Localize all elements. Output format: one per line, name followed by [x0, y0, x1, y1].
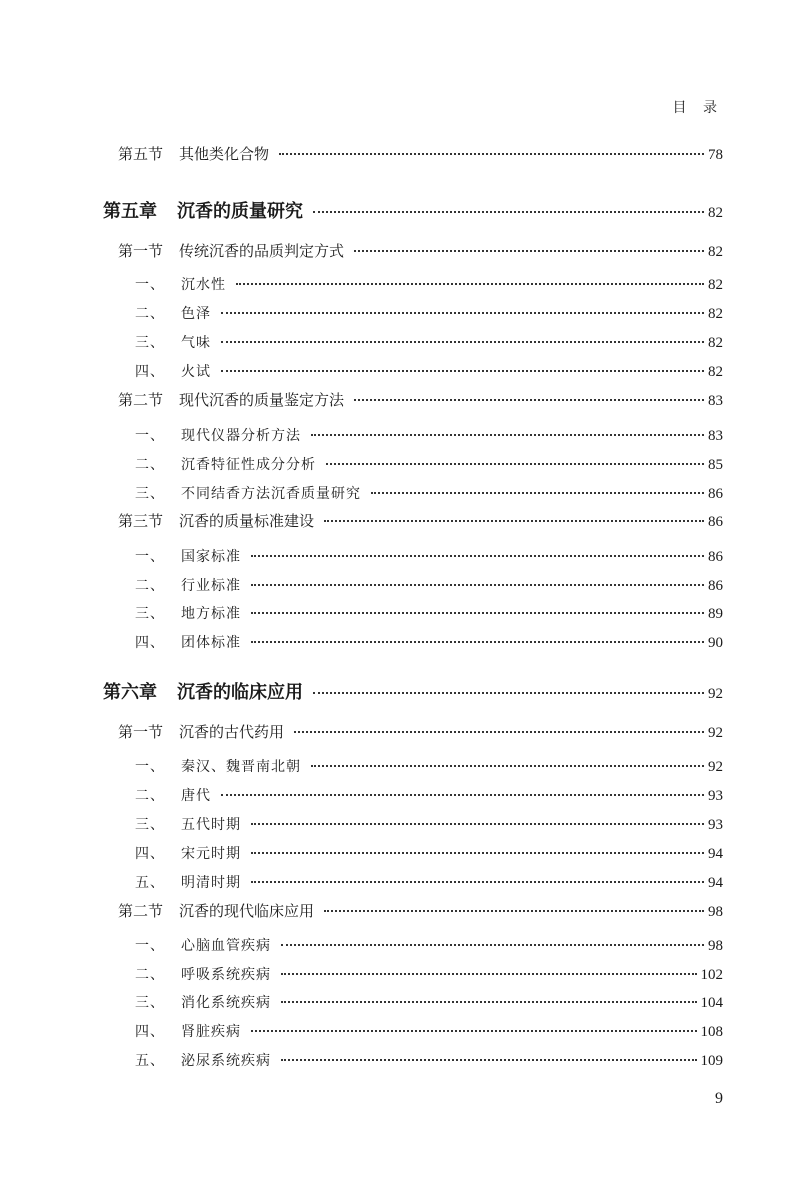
- dot-leader: [311, 765, 704, 767]
- entry-number: 三、: [135, 606, 165, 622]
- entry-page: 92: [708, 725, 723, 741]
- entry-title: 泌尿系统疾病: [181, 1053, 271, 1069]
- entry-number: 三、: [135, 995, 165, 1011]
- entry-page: 86: [708, 578, 723, 594]
- entry-page: 104: [700, 995, 723, 1011]
- toc-entry[interactable]: [118, 721, 723, 742]
- entry-page: 82: [708, 277, 723, 293]
- entry-number: 第二节: [118, 902, 164, 920]
- entry-number: 二、: [135, 967, 165, 983]
- entry-title: 肾脏疾病: [181, 1024, 241, 1040]
- entry-title: 团体标准: [181, 635, 241, 651]
- dot-leader: [281, 944, 704, 946]
- page-number: 9: [715, 1090, 723, 1107]
- dot-leader: [281, 1001, 697, 1003]
- entry-title: 唐代: [181, 788, 211, 804]
- entry-page: 86: [708, 486, 723, 502]
- entry-title: 现代沉香的质量鉴定方法: [179, 391, 345, 409]
- entry-page: 89: [708, 606, 723, 622]
- toc-entry[interactable]: [135, 872, 723, 892]
- entry-page: 98: [708, 904, 723, 920]
- entry-number: 五、: [135, 1053, 165, 1069]
- dot-leader: [251, 852, 704, 854]
- entry-page: 83: [708, 428, 723, 444]
- toc-entry[interactable]: [118, 510, 723, 531]
- dot-leader: [221, 312, 704, 314]
- entry-title: 其他类化合物: [179, 145, 270, 163]
- toc-entry[interactable]: [135, 361, 723, 381]
- entry-page: 108: [700, 1024, 723, 1040]
- dot-leader: [313, 211, 704, 213]
- entry-title: 沉香的临床应用: [177, 682, 303, 703]
- entry-page: 82: [708, 335, 723, 351]
- entry-page: 78: [708, 147, 723, 163]
- entry-title: 心脑血管疾病: [181, 938, 271, 954]
- entry-title: 沉香的现代临床应用: [179, 902, 315, 920]
- toc-entry[interactable]: [135, 1050, 723, 1070]
- entry-page: 86: [708, 549, 723, 565]
- entry-number: 第二节: [118, 391, 164, 409]
- toc-entry[interactable]: [135, 992, 723, 1012]
- entry-number: 第五节: [118, 145, 164, 163]
- entry-title: 宋元时期: [181, 846, 241, 862]
- toc-entry[interactable]: [135, 274, 723, 294]
- entry-page: 93: [708, 817, 723, 833]
- entry-number: 二、: [135, 788, 165, 804]
- entry-number: 二、: [135, 306, 165, 322]
- entry-title: 行业标准: [181, 578, 241, 594]
- toc-entry[interactable]: [135, 814, 723, 834]
- dot-leader: [251, 641, 704, 643]
- entry-title: 国家标准: [181, 549, 241, 565]
- entry-title: 地方标准: [181, 606, 241, 622]
- dot-leader: [371, 492, 704, 494]
- entry-page: 86: [708, 514, 723, 530]
- entry-page: 82: [708, 306, 723, 322]
- entry-page: 93: [708, 788, 723, 804]
- entry-page: 82: [708, 364, 723, 380]
- entry-number: 四、: [135, 635, 165, 651]
- toc-entry[interactable]: [135, 303, 723, 323]
- entry-number: 一、: [135, 938, 165, 954]
- entry-number: 三、: [135, 817, 165, 833]
- entry-number: 一、: [135, 549, 165, 565]
- toc-entry[interactable]: [118, 389, 723, 410]
- dot-leader: [251, 584, 704, 586]
- dot-leader: [251, 1030, 697, 1032]
- dot-leader: [251, 881, 704, 883]
- entry-page: 102: [700, 967, 723, 983]
- entry-number: 一、: [135, 428, 165, 444]
- entry-title: 火试: [181, 364, 211, 380]
- dot-leader: [251, 555, 704, 557]
- toc-entry[interactable]: [135, 483, 723, 503]
- entry-title: 秦汉、魏晋南北朝: [181, 759, 301, 775]
- entry-page: 92: [708, 759, 723, 775]
- entry-title: 色泽: [181, 306, 211, 322]
- toc-entry[interactable]: [135, 546, 723, 566]
- dot-leader: [324, 910, 704, 912]
- dot-leader: [221, 341, 704, 343]
- entry-title: 沉香的质量标准建设: [179, 512, 315, 530]
- toc-entry[interactable]: [135, 332, 723, 352]
- dot-leader: [294, 731, 704, 733]
- entry-page: 83: [708, 393, 723, 409]
- toc-entry[interactable]: [135, 843, 723, 863]
- dot-leader: [221, 370, 704, 372]
- dot-leader: [236, 283, 704, 285]
- dot-leader: [313, 692, 704, 694]
- entry-title: 不同结香方法沉香质量研究: [181, 486, 361, 502]
- entry-page: 94: [708, 875, 723, 891]
- toc-entry[interactable]: [118, 143, 723, 164]
- toc-entry[interactable]: [135, 935, 723, 955]
- entry-page: 98: [708, 938, 723, 954]
- dot-leader: [354, 250, 704, 252]
- entry-number: 第六章: [103, 682, 157, 703]
- toc-entry[interactable]: [135, 964, 723, 984]
- dot-leader: [324, 520, 704, 522]
- entry-title: 明清时期: [181, 875, 241, 891]
- entry-title: 现代仪器分析方法: [181, 428, 301, 444]
- toc-entry[interactable]: [135, 454, 723, 474]
- entry-page: 92: [708, 686, 723, 702]
- entry-page: 85: [708, 457, 723, 473]
- entry-title: 气味: [181, 335, 211, 351]
- entry-number: 第一节: [118, 242, 164, 260]
- dot-leader: [311, 434, 704, 436]
- entry-title: 呼吸系统疾病: [181, 967, 271, 983]
- dot-leader: [354, 399, 704, 401]
- entry-number: 四、: [135, 364, 165, 380]
- entry-title: 沉香特征性成分分析: [181, 457, 316, 473]
- entry-title: 沉香的质量研究: [177, 201, 303, 222]
- entry-number: 第五章: [103, 201, 157, 222]
- toc-entry[interactable]: [135, 425, 723, 445]
- toc-entry[interactable]: [118, 900, 723, 921]
- entry-title: 沉水性: [181, 277, 226, 293]
- entry-page: 90: [708, 635, 723, 651]
- entry-number: 四、: [135, 846, 165, 862]
- entry-number: 四、: [135, 1024, 165, 1040]
- entry-title: 沉香的古代药用: [179, 723, 285, 741]
- dot-leader: [251, 823, 704, 825]
- entry-page: 82: [708, 205, 723, 221]
- toc-entry[interactable]: [135, 756, 723, 776]
- entry-number: 三、: [135, 335, 165, 351]
- toc-entry[interactable]: [135, 603, 723, 623]
- dot-leader: [281, 1059, 697, 1061]
- toc-entry[interactable]: [135, 1021, 723, 1041]
- toc-entry[interactable]: [135, 632, 723, 652]
- toc-entry[interactable]: [118, 240, 723, 261]
- entry-page: 109: [700, 1053, 723, 1069]
- dot-leader: [279, 153, 704, 155]
- entry-title: 五代时期: [181, 817, 241, 833]
- dot-leader: [281, 973, 697, 975]
- entry-page: 94: [708, 846, 723, 862]
- entry-number: 一、: [135, 759, 165, 775]
- toc-entry[interactable]: [103, 678, 723, 704]
- entry-number: 二、: [135, 578, 165, 594]
- entry-number: 二、: [135, 457, 165, 473]
- dot-leader: [251, 612, 704, 614]
- entry-title: 传统沉香的品质判定方式: [179, 242, 345, 260]
- dot-leader: [221, 794, 704, 796]
- entry-number: 三、: [135, 486, 165, 502]
- running-header: 目 录: [672, 100, 723, 116]
- toc-entry[interactable]: [135, 575, 723, 595]
- entry-number: 第三节: [118, 512, 164, 530]
- toc-entry[interactable]: [135, 785, 723, 805]
- entry-number: 第一节: [118, 723, 164, 741]
- toc-entry[interactable]: [103, 197, 723, 223]
- entry-title: 消化系统疾病: [181, 995, 271, 1011]
- entry-page: 82: [708, 244, 723, 260]
- entry-number: 五、: [135, 875, 165, 891]
- entry-number: 一、: [135, 277, 165, 293]
- dot-leader: [326, 463, 704, 465]
